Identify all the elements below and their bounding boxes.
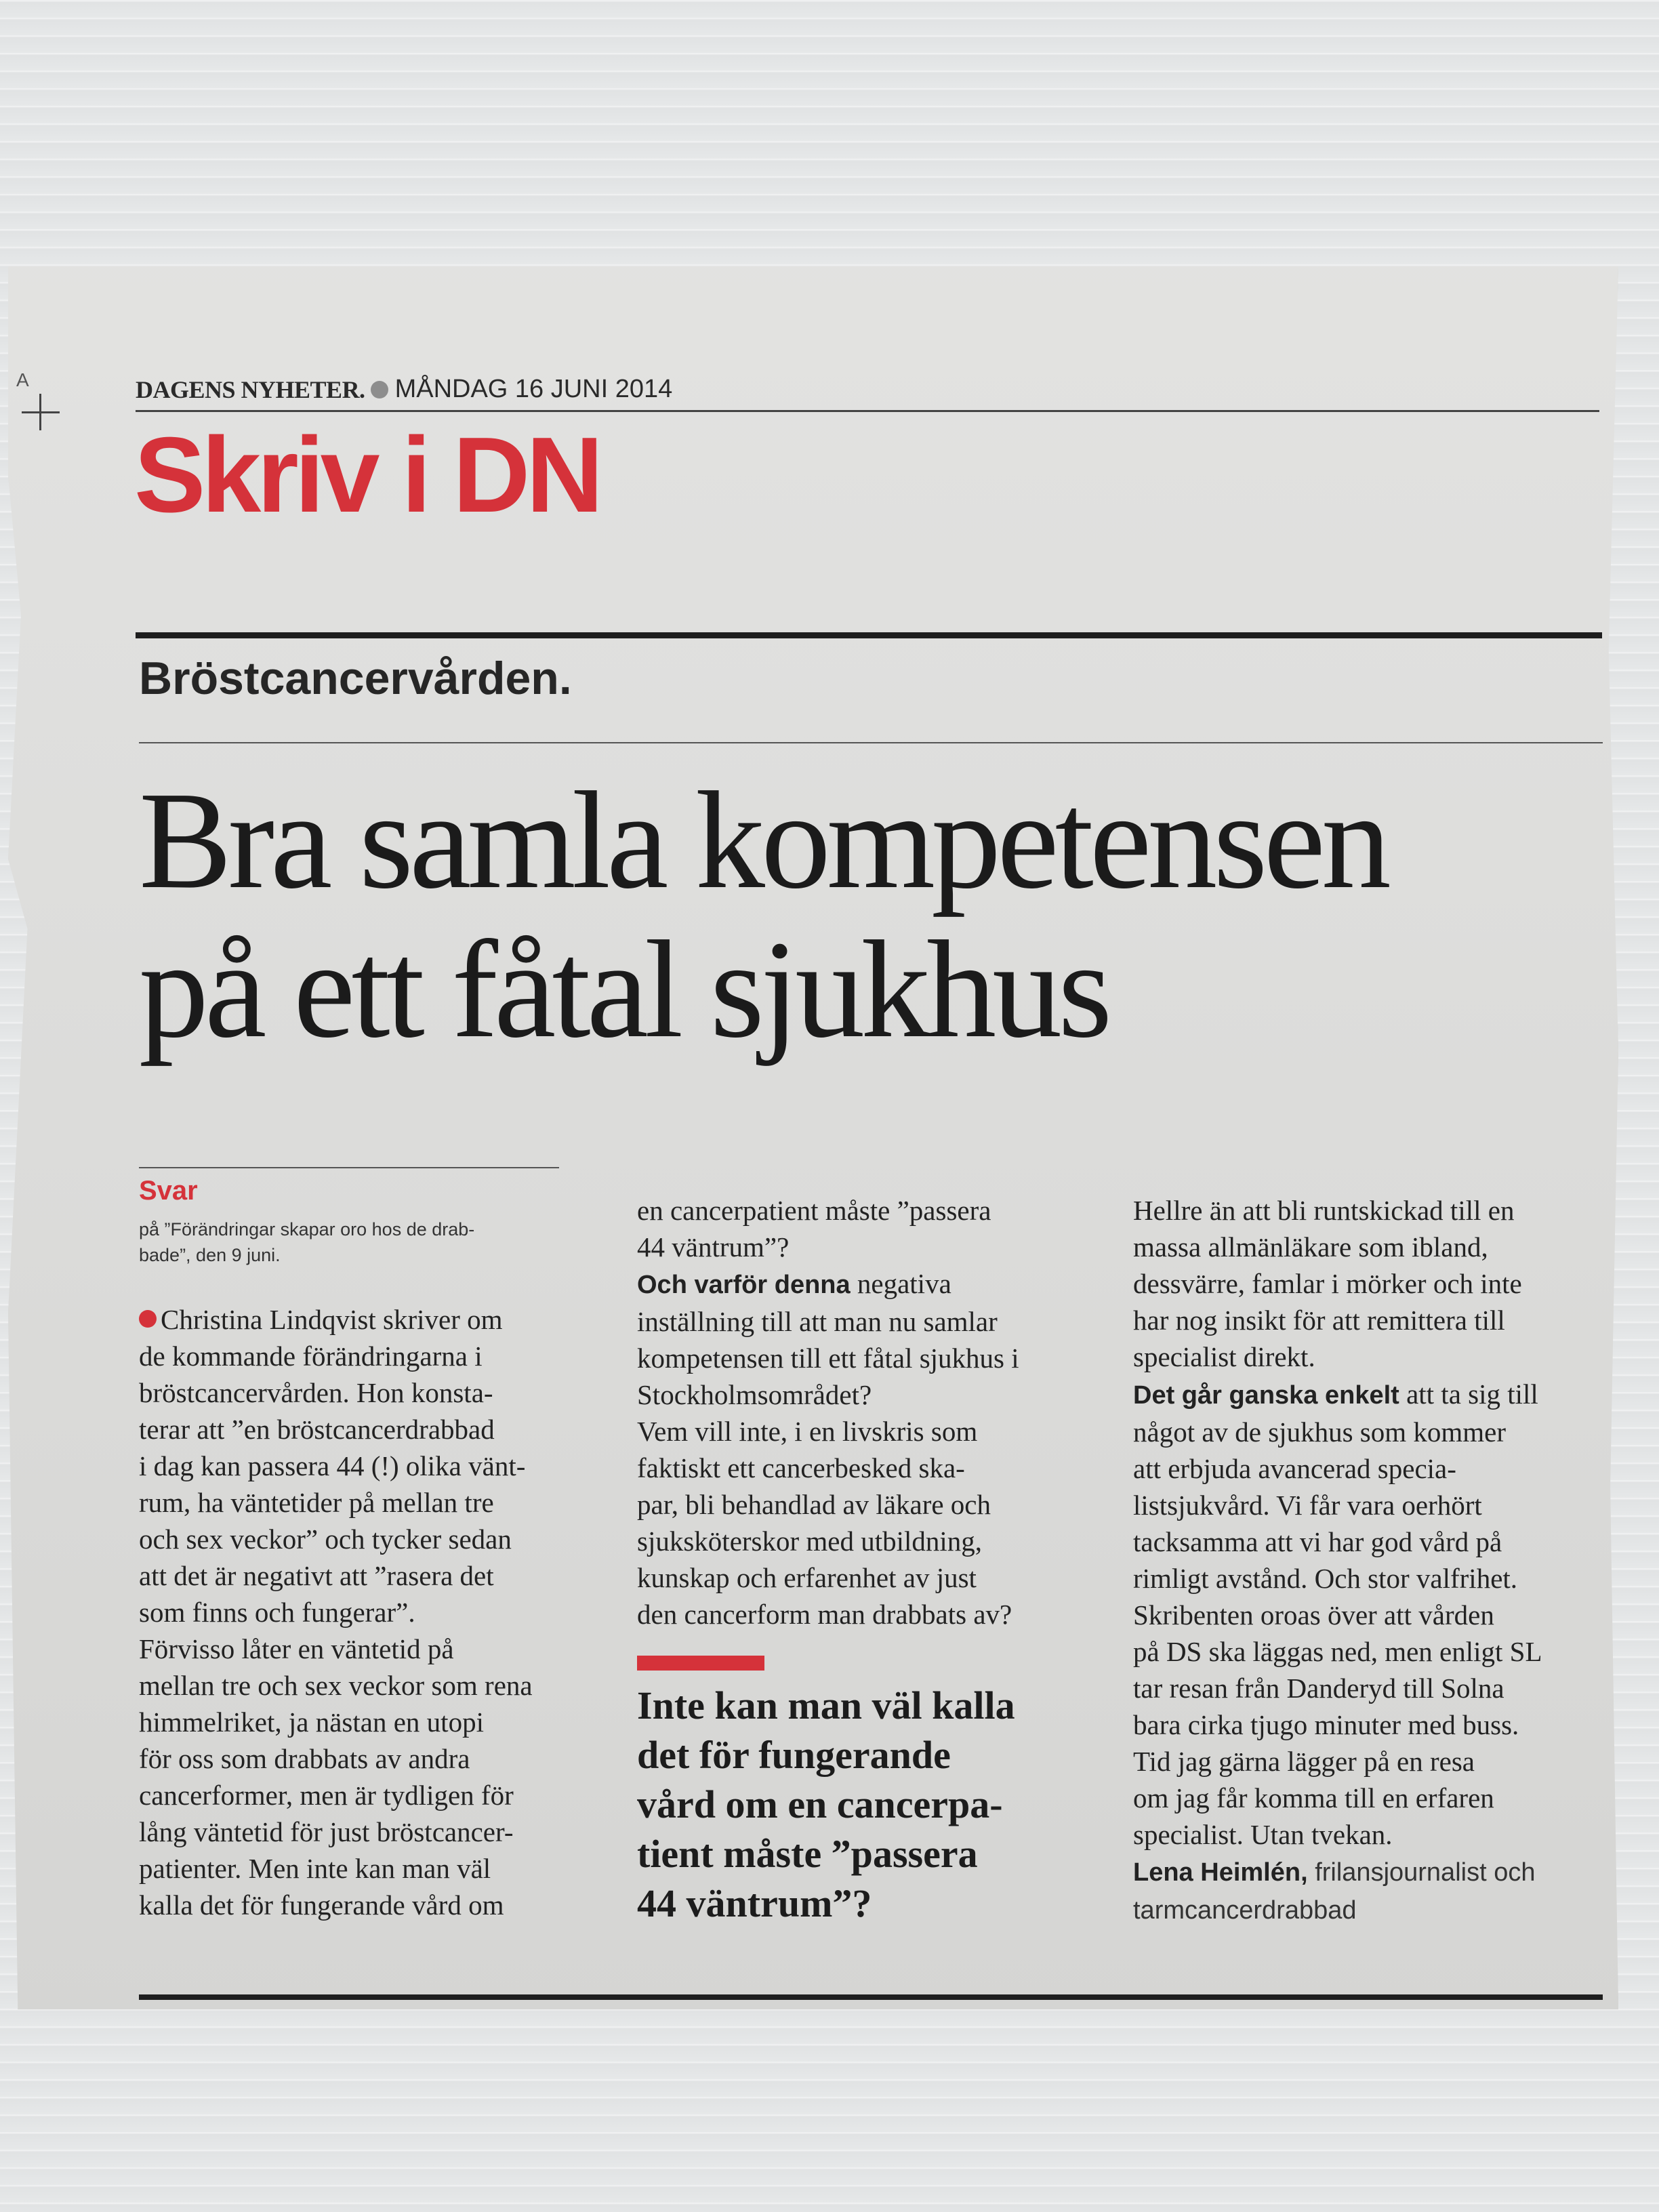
kicker-divider <box>139 742 1603 743</box>
column-2-body-text: negativa inställning till att man nu samlar kompetensen till ett fåtal sjukhus i Stockholmsområdet? Vem vill inte, i en livskris som faktiskt ett cancerbesked ska- par, bli behandlad av läkare och sjuksköterskor med utbildning, kunskap och erfarenhet av just den cancerform man drabbats av? <box>637 1268 1019 1630</box>
masthead-dot-icon <box>371 381 388 398</box>
byline-name: Lena Heimlén, <box>1133 1858 1308 1887</box>
column-2 <box>637 1155 1125 1265</box>
bottom-rule <box>139 1994 1603 2000</box>
headline-line-2: på ett fåtal sjukhus <box>139 912 1109 1067</box>
column-3-body <box>1133 1376 1621 1929</box>
article-headline <box>139 762 1630 1067</box>
column-2-top-text: en cancerpatient måste ”passera 44 väntrum”? <box>637 1195 991 1263</box>
corner-mark-letter: A <box>16 369 29 390</box>
column-1 <box>139 1301 586 1923</box>
article-kicker: Bröstcancervården. <box>139 653 572 704</box>
svar-label: Svar <box>139 1176 198 1206</box>
column-3 <box>1133 1155 1621 1375</box>
svar-rule <box>139 1167 559 1168</box>
corner-pencil-mark <box>14 369 61 430</box>
pullquote-bar <box>637 1656 764 1671</box>
red-bullet-icon <box>139 1310 157 1328</box>
column-3-body-text: att ta sig till något av de sjukhus som kommer att erbjuda avancerad specia- listsjukvård. Vi får vara oerhört tacksamma att vi har god vård på rimligt avstånd. Och stor valfrihet. Skribenten oroas över att vården på DS ska läggas ned, men enligt SL tar resan från Danderyd till Solna bara cirka tjugo minuter med buss. Tid jag gärna lägger på en resa om jag får komma till en erfaren specialist. Utan tvekan. <box>1133 1378 1542 1850</box>
masthead-date: MÅNDAG 16 JUNI 2014 <box>394 375 673 403</box>
column-2-lead-bold: Och varför denna <box>637 1271 851 1299</box>
masthead-paper-name: DAGENS NYHETER. <box>136 375 365 403</box>
headline-line-1: Bra samla kompetensen <box>139 762 1387 918</box>
column-3-top-text: Hellre än att bli runtskickad till en massa allmänläkare som ibland, dessvärre, famlar i mörker och inte har nog insikt för att remittera till specialist direkt. <box>1133 1195 1522 1372</box>
masthead <box>136 375 672 404</box>
column-3-lead-bold: Det går ganska enkelt <box>1133 1381 1399 1410</box>
byline-role: frilansjournalist och tarmcancerdrabbad <box>1133 1858 1536 1925</box>
svar-subtitle: på ”Förändringar skapar oro hos de drab- bade”, den 9 juni. <box>139 1219 475 1265</box>
column-2-body <box>637 1265 1125 1633</box>
pullquote: Inte kan man väl kalla det för fungerande vård om en cancerpa- tient måste ”passera 44 väntrum”? <box>637 1683 1015 1925</box>
cross-mark-vertical <box>39 394 41 430</box>
column-1-text: Christina Lindqvist skriver om de kommande förändringarna i bröstcancervården. Hon konsta- terar att ”en bröstcancerdrabbad i dag kan passera 44 (!) olika vänt- rum, ha väntetider på mellan tre och sex veckor” och tycker sedan att det är negativt att ”rasera det som finns och fungerar”. Förvisso låter en väntetid på mellan tre och sex veckor som rena himmelriket, ja nästan en utopi för oss som drabbats av andra cancerformer, men är tydligen för lång väntetid för just bröstcancer- patienter. Men inte kan man väl kalla det för fungerande vård om <box>139 1304 533 1921</box>
masthead-rule <box>136 410 1599 412</box>
section-divider <box>136 632 1602 638</box>
section-title: Skriv i DN <box>134 415 600 535</box>
